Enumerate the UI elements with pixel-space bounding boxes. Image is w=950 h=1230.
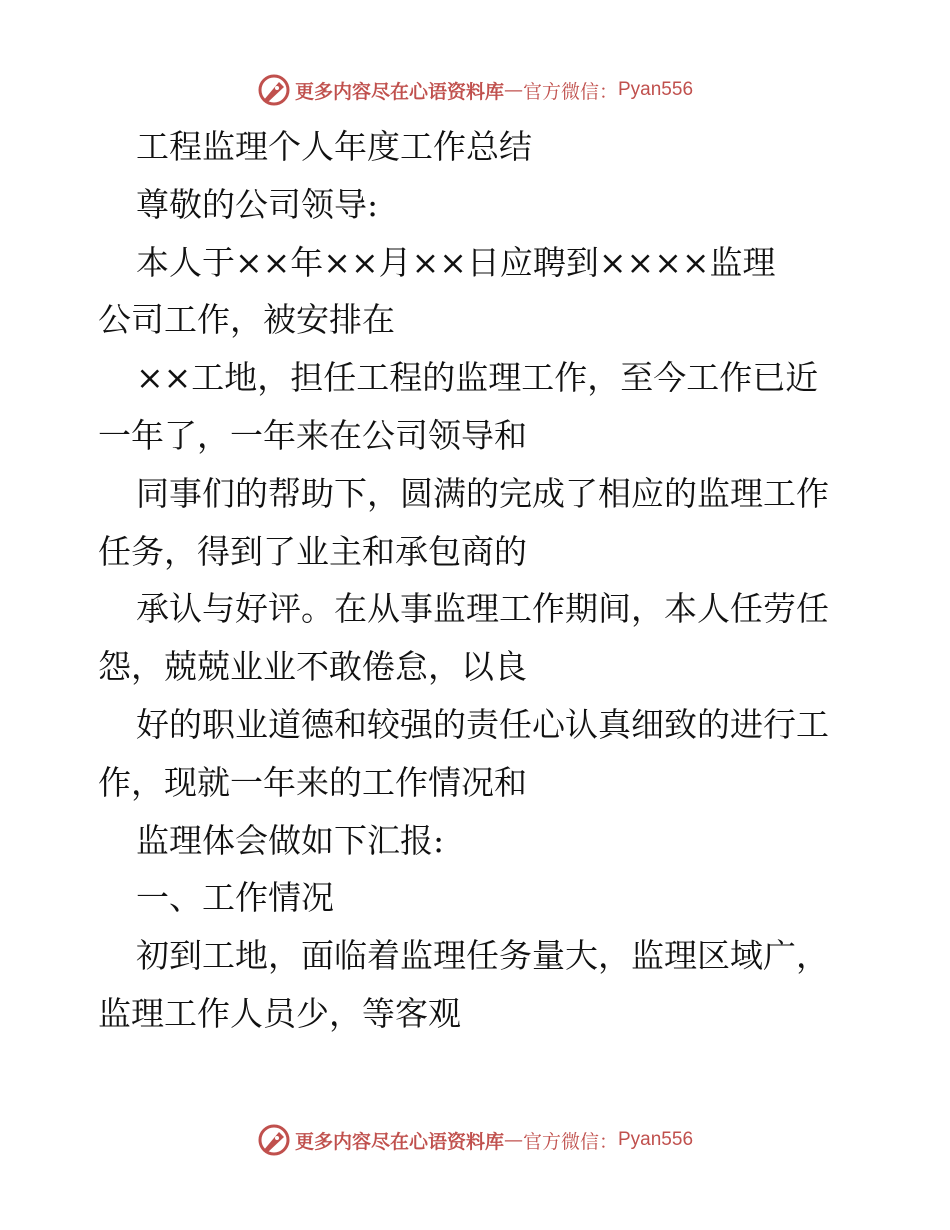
body-line: 承认与好评。在从事监理工作期间，本人任劳任 — [136, 589, 829, 629]
body-line: 初到工地，面临着监理任务量大，监理区域广， — [136, 936, 829, 976]
body-line: 本人于××年××月××日应聘到××××监理 — [136, 242, 776, 282]
pen-nib-logo-icon — [257, 73, 291, 107]
wechat-label: 官方微信： — [522, 80, 618, 103]
body-line: 监理体会做如下汇报: — [136, 820, 445, 860]
body-line: 作，现就一年来的工作情况和 — [98, 762, 527, 802]
header-banner — [0, 72, 950, 108]
document-body — [98, 118, 858, 1043]
document-title: 工程监理个人年度工作总结 — [136, 127, 532, 166]
body-line: 公司工作，被安排在 — [98, 300, 395, 340]
salutation: 尊敬的公司领导: — [136, 184, 379, 224]
body-line: 任务，得到了业主和承包商的 — [98, 531, 527, 571]
body-line: 一年了，一年来在公司领导和 — [98, 415, 527, 455]
pen-nib-logo-icon — [257, 1123, 291, 1157]
body-line: ××工地，担任工程的监理工作，至今工作已近 — [136, 358, 819, 398]
banner-dash: — — [503, 79, 523, 101]
banner-text: 更多内容尽在心语资料库 — [294, 1130, 504, 1153]
body-line: 怨，兢兢业业不敢倦怠，以良 — [98, 647, 527, 687]
wechat-id: Pyan556 — [618, 1129, 694, 1150]
banner-dash: — — [503, 1129, 523, 1151]
body-line: 同事们的帮助下，圆满的完成了相应的监理工作 — [136, 473, 829, 513]
section-heading: 一、工作情况 — [136, 878, 334, 918]
body-line: 好的职业道德和较强的责任心认真细致的进行工 — [136, 704, 829, 744]
wechat-id: Pyan556 — [618, 79, 694, 100]
banner-text: 更多内容尽在心语资料库 — [294, 80, 504, 103]
body-line: 监理工作人员少，等客观 — [98, 993, 461, 1033]
footer-banner — [0, 1122, 950, 1158]
wechat-label: 官方微信： — [522, 1130, 618, 1153]
